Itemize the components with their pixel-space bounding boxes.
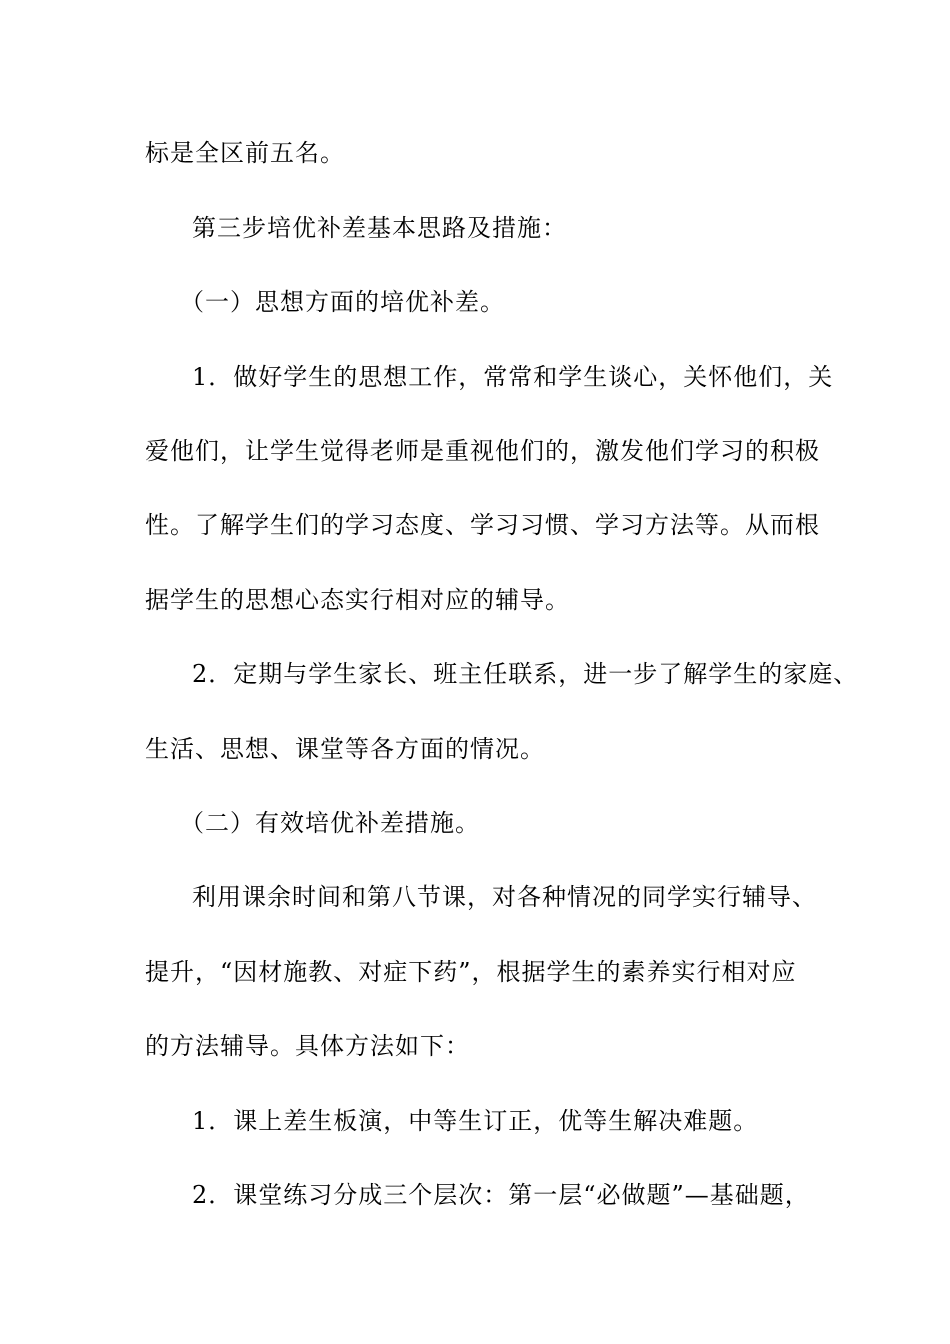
text-line-7: 据学生的思想心态实行相对应的辅导。 — [145, 586, 570, 614]
subheading-1: （一）思想方面的培优补差。 — [180, 288, 505, 316]
subheading-2: （二）有效培优补差措施。 — [180, 809, 480, 837]
text-line-9: 生活、思想、课堂等各方面的情况。 — [145, 735, 545, 763]
text-line-13: 的方法辅导。具体方法如下： — [145, 1032, 470, 1060]
section-heading-step3: 第三步培优补差基本思路及措施： — [192, 214, 567, 242]
text-line-11: 利用课余时间和第八节课，对各种情况的同学实行辅导、 — [192, 883, 817, 911]
text-line-1: 标是全区前五名。 — [145, 139, 345, 167]
text-line-6: 性。了解学生们的学习态度、学习习惯、学习方法等。从而根 — [145, 511, 820, 539]
text-line-15: 2．课堂练习分成三个层次：第一层“必做题”—基础题， — [192, 1181, 810, 1209]
text-line-12: 提升，“因材施教、对症下药”，根据学生的素养实行相对应 — [145, 958, 797, 986]
text-line-8: 2．定期与学生家长、班主任联系，进一步了解学生的家庭、 — [192, 660, 859, 688]
text-line-5: 爱他们，让学生觉得老师是重视他们的，激发他们学习的积极 — [145, 437, 820, 465]
text-line-4: 1．做好学生的思想工作，常常和学生谈心，关怀他们，关 — [192, 363, 834, 391]
text-line-14: 1．课上差生板演，中等生订正，优等生解决难题。 — [192, 1107, 759, 1135]
